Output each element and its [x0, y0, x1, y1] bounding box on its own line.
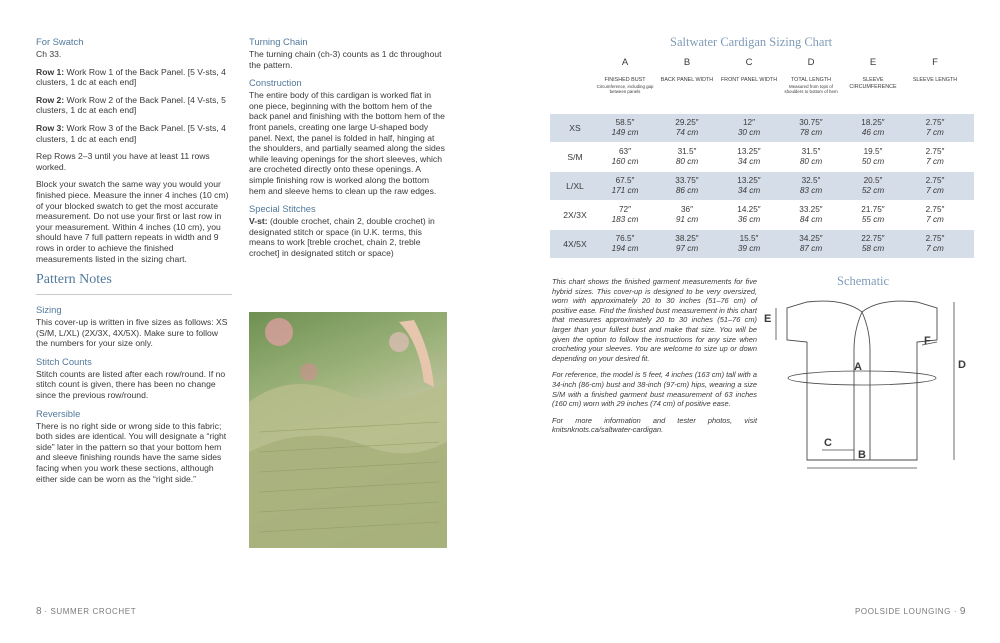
- note-paragraph: This chart shows the finished garment measurements for five hybrid sizes. This cover-up is designed to be very oversized, worn with approximately 20 to 30 inches (51–76 cm) of positive ease. Find the finished bust measurement in this chart that measures approximately 20 to 30 inches (51–76 cm) larger than your fullest bust and make that size. You will be given the option to follow the instructions for any size when crocheting your sleeves. You are welcome to size up or down depending on your desired fit.: [552, 277, 757, 363]
- special-stitches-text: [249, 216, 447, 258]
- sizing-chart-title: Saltwater Cardigan Sizing Chart: [670, 35, 833, 49]
- row-text: Work Row 1 of the Back Panel. [5 V-sts, 4 clusters, 1 dc at each end]: [36, 66, 226, 88]
- table-cell: 13.25″ 34 cm: [737, 147, 761, 166]
- table-cell: 2.75″ 7 cm: [925, 176, 945, 195]
- construction-heading: Construction: [249, 77, 302, 89]
- divider: [36, 294, 232, 295]
- column-label: [594, 77, 656, 95]
- table-row: [550, 230, 974, 258]
- size-label: 2X/3X: [563, 210, 587, 220]
- middle-column: [249, 36, 447, 266]
- table-cell: 32.5″ 83 cm: [799, 176, 823, 195]
- table-row: [550, 114, 974, 142]
- label-f: F: [924, 335, 931, 347]
- swatch-chain: Ch 33.: [36, 49, 62, 59]
- sizing-text: This cover-up is written in five sizes as follows: XS (S/M, L/XL) (2X/3X, 4X/5X). Make sure to follow the numbers for your size only.: [36, 317, 228, 349]
- column-letter: B: [683, 57, 691, 68]
- table-cell: 14.25″ 36 cm: [737, 205, 761, 224]
- label-e: E: [764, 313, 772, 325]
- table-row: [550, 172, 974, 200]
- label-b: B: [858, 449, 866, 461]
- column-letter: D: [807, 57, 815, 68]
- row-label: Row 2:: [36, 94, 65, 105]
- table-cell: 13.25″ 34 cm: [737, 176, 761, 195]
- chart-notes: [552, 277, 757, 442]
- column-label-text: SLEEVE CIRCUMFERENCE: [849, 77, 897, 90]
- schematic-title: Schematic: [837, 274, 890, 288]
- size-label: L/XL: [566, 181, 584, 191]
- column-letter: F: [932, 57, 938, 68]
- reversible-text: There is no right side or wrong side to this fabric; both sides are identical. You will designate a “right side” later in the pattern so that your bottom hem and sleeve finishing rounds have the same sides facing when you work these sections, although either side can be worn as the “right side.”: [36, 420, 227, 484]
- table-row: [550, 143, 974, 171]
- turning-chain-heading: Turning Chain: [249, 36, 308, 47]
- table-cell: 33.25″ 84 cm: [799, 205, 823, 224]
- table-cell: 20.5″ 52 cm: [861, 176, 885, 195]
- note-paragraph: For more information and tester photos, visit knitsnknots.ca/saltwater-cardigan.: [552, 415, 757, 435]
- column-letter: E: [869, 57, 877, 68]
- row-text: Work Row 3 of the Back Panel. [5 V-sts, 4 clusters, 1 dc at each end]: [36, 122, 226, 144]
- column-sublabel: Circumference, including gap between panels: [596, 83, 654, 95]
- table-cell: 18.25″ 46 cm: [861, 118, 885, 137]
- photo-illustration: [249, 312, 447, 548]
- stitch-counts-heading: Stitch Counts: [36, 355, 92, 367]
- column-label: [656, 77, 718, 84]
- swatch-row-3: [36, 123, 232, 144]
- table-cell: 36″ 91 cm: [675, 205, 699, 224]
- column-label: [718, 77, 780, 84]
- right-footer: [855, 606, 965, 617]
- table-cell: 30.75″ 78 cm: [799, 118, 823, 137]
- column-letter: C: [745, 57, 753, 68]
- special-stitches-heading: Special Stitches: [249, 203, 316, 215]
- sizing-heading: Sizing: [36, 304, 62, 316]
- swatch-row-1: [36, 67, 232, 88]
- column-label-text: TOTAL LENGTH: [790, 77, 832, 83]
- size-label: 4X/5X: [563, 239, 587, 249]
- column-label: [842, 77, 904, 91]
- v-st-label: V-st:: [249, 216, 268, 227]
- label-d: D: [958, 359, 966, 371]
- left-column: [36, 36, 232, 491]
- swatch-row-2: [36, 95, 232, 116]
- column-label: [904, 77, 966, 84]
- column-label-text: SLEEVE LENGTH: [912, 77, 958, 83]
- table-cell: 67.5″ 171 cm: [611, 176, 639, 195]
- table-cell: 12″ 30 cm: [737, 118, 761, 137]
- table-cell: 2.75″ 7 cm: [925, 234, 945, 253]
- page-number: 8: [36, 606, 42, 617]
- table-cell: 72″ 183 cm: [611, 205, 639, 224]
- note-paragraph: For reference, the model is 5 feet, 4 inches (163 cm) tall with a 34-inch (86-cm) bust and 38-inch (97-cm) hips, wearing a size S/M with a finished garment bust measurement of 63 inches (160 cm) worn with 29 inches (74 cm) of positive ease.: [552, 370, 757, 409]
- column-sublabel: Measured from tops of shoulders to bottom of hem: [784, 83, 838, 95]
- table-cell: 34.25″ 87 cm: [799, 234, 823, 253]
- column-label: [780, 77, 842, 95]
- column-letter: A: [621, 57, 629, 68]
- table-cell: 15.5″ 39 cm: [737, 234, 761, 253]
- construction-text: The entire body of this cardigan is worked flat in one piece, beginning with the bottom hem of the back panel and finishing with the bottom hem of the front panels, creating one large U-shaped body panel. Next, the panel is folded in half, hinging at the shoulders, and partially seamed along the sides while leaving openings for the short sleeves, which are crocheted directly onto these openings. A simple finishing row is worked along the bottom hem and sleeve hems to clean up the raw edges.: [249, 90, 445, 196]
- table-cell: 63″ 160 cm: [611, 147, 639, 166]
- table-cell: 33.75″ 86 cm: [675, 176, 699, 195]
- cardigan-schematic: [762, 290, 972, 480]
- swatch-repeat: Rep Rows 2–3 until you have at least 11 rows worked.: [36, 151, 210, 172]
- reversible-heading: Reversible: [36, 407, 81, 419]
- table-cell: 58.5″ 149 cm: [611, 118, 639, 137]
- turning-chain-text: The turning chain (ch-3) counts as 1 dc throughout the pattern.: [249, 49, 442, 70]
- table-cell: 31.5″ 80 cm: [799, 147, 823, 166]
- swatch-heading: For Swatch: [36, 36, 84, 47]
- footer-section: SUMMER CROCHET: [50, 607, 137, 616]
- table-cell: 22.75″ 58 cm: [861, 234, 885, 253]
- row-label: Row 3:: [36, 122, 65, 133]
- stitch-counts-text: Stitch counts are listed after each row/round. If no stitch count is given, there has been no change since the previous row/round.: [36, 368, 226, 401]
- swatch-block: Block your swatch the same way you would your finished piece. Measure the inner 4 inches (10 cm) of your blocked swatch to get the most accurate measurement. Do not use your first or last row in your measurement. Within 4 inches (10 cm), you should have 7 full pattern repeats in width and 9 rows in order to achieve the finished measurements listed in the sizing chart.: [36, 179, 229, 264]
- right-page: [500, 0, 1000, 643]
- cardigan-photo: [249, 312, 447, 548]
- row-label: Row 1:: [36, 66, 65, 77]
- pattern-notes-title: Pattern Notes: [36, 272, 112, 288]
- table-cell: 2.75″ 7 cm: [925, 118, 945, 137]
- column-label-text: FINISHED BUST: [604, 77, 646, 83]
- size-label: S/M: [567, 152, 583, 162]
- footer-separator: ·: [953, 607, 958, 616]
- table-cell: 29.25″ 74 cm: [675, 118, 699, 137]
- left-footer: [36, 606, 136, 617]
- table-cell: 31.5″ 80 cm: [675, 147, 699, 166]
- table-cell: 76.5″ 194 cm: [611, 234, 639, 253]
- table-cell: 2.75″ 7 cm: [925, 147, 945, 166]
- footer-section: POOLSIDE LOUNGING: [855, 607, 951, 616]
- table-cell: 38.25″ 97 cm: [675, 234, 699, 253]
- footer-separator: ·: [44, 607, 48, 616]
- v-st-definition: (double crochet, chain 2, double crochet) in designated stitch or space (in U.K. terms, this means to work [treble crochet, chain 2, treble crochet] in designated stitch or space): [249, 216, 435, 258]
- column-label-text: BACK PANEL WIDTH: [660, 77, 714, 83]
- row-text: Work Row 2 of the Back Panel. [4 V-sts, 5 clusters, 1 dc at each end]: [36, 94, 226, 116]
- label-c: C: [824, 437, 832, 449]
- column-label-text: FRONT PANEL WIDTH: [720, 77, 778, 83]
- size-label: XS: [569, 123, 581, 133]
- table-row: [550, 201, 974, 229]
- table-cell: 21.75″ 55 cm: [861, 205, 885, 224]
- label-a: A: [854, 361, 862, 373]
- page-number: 9: [959, 606, 966, 617]
- table-cell: 2.75″ 7 cm: [925, 205, 945, 224]
- table-cell: 19.5″ 50 cm: [861, 147, 885, 166]
